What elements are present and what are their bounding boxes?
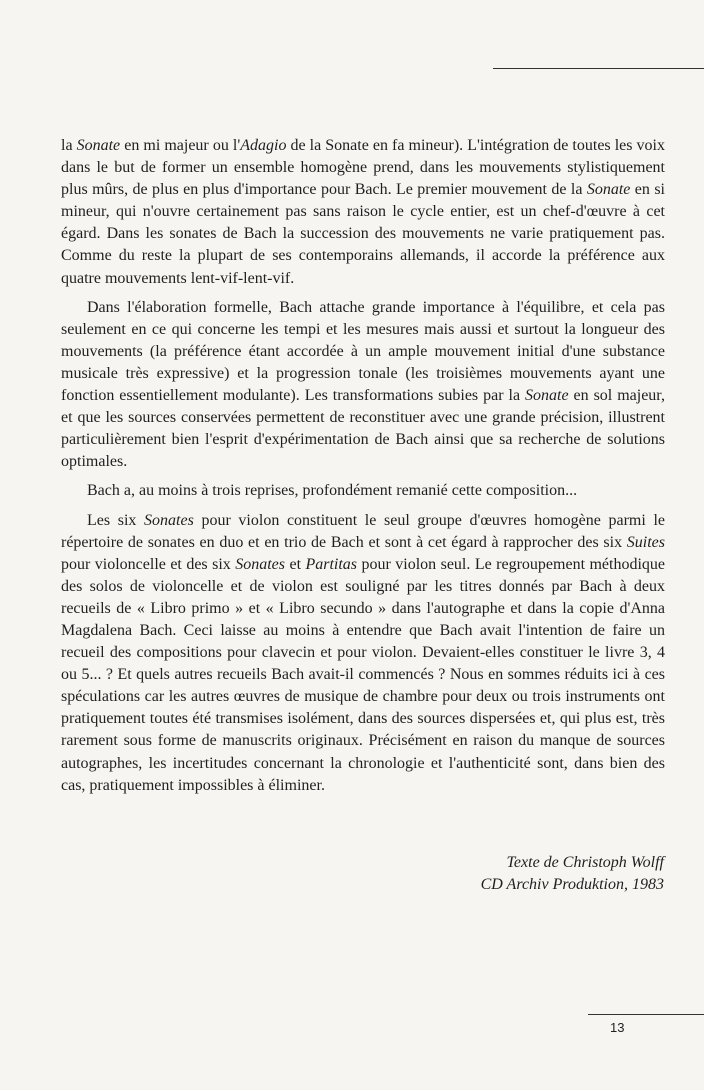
text-run: en mi majeur ou l' (120, 137, 241, 154)
italic-title: Adagio (240, 137, 287, 154)
text-run: la (61, 137, 77, 154)
italic-title: Suites (626, 533, 665, 551)
paragraph-2 (61, 297, 665, 474)
credit-label: CD Archiv Produktion, 1983 (480, 876, 664, 893)
italic-title: Partitas (305, 555, 358, 573)
header-rule (493, 68, 704, 69)
text-run: de la Sonate en fa mineur). L'intégration de toutes les voix dans le but de former un ensemble homogène prend, dans les mouvements stylistiquement plus mûrs, de plus en plus d'importance pour Bach. Le premier mouvement de la (61, 137, 665, 199)
credit-author: Texte de Christoph Wolff (506, 854, 664, 871)
article-body (61, 135, 665, 804)
italic-title: Sonate (525, 387, 569, 405)
italic-title: Sonate (76, 137, 121, 154)
text-run: et (285, 555, 306, 573)
paragraph-3 (61, 480, 665, 502)
text-run: pour violon seul. Le regroupement méthodique des solos de violoncelle et de violon est souligné par les titres donnés par Bach à deux recueils de « Libro primo » et « Libro secundo » dans l'autographe et dans la copie d'Anna Magdalena Bach. Ceci laisse au moins à entendre que Bach avait l'intention de faire un recueil des compositions pour clavecin et pour violon. Devaient-elles constituer le livre 3, 4 ou 5... ? Et quels autres recueils Bach avait-il commencés ? Nous en sommes réduits ici à ces spéculations car les autres œuvres de musique de chambre pour deux ou trois instruments ont pratiquement toutes été transmises isolément, dans des sources dispersées et, qui plus est, très rarement sous forme de manuscrits originaux. Précisément en raison du manque de sources autographes, les incertitudes concernant la chronologie et l'authenticité sont, dans bien des cas, pratiquement impossibles à éliminer. (61, 555, 666, 794)
author-credits (481, 852, 664, 896)
text-run: en sol majeur, et que les sources conservées permettent de reconstituer avec une grande précision, illustrent particulièrement bien l'esprit d'expérimentation de Bach ainsi que sa recherche de solutions optimales. (61, 387, 665, 471)
text-run: Les six (87, 511, 145, 529)
paragraph-4 (61, 510, 665, 797)
italic-title: Sonates (235, 555, 286, 573)
italic-title: Sonate (586, 181, 631, 199)
text-run: Dans l'élaboration formelle, Bach attache grande importance à l'équilibre, et cela pas seulement en ce qui concerne les tempi et les mesures mais aussi et surtout la longueur des mouvements (la préférence étant accordée à un ample mouvement initial d'une substance musicale très expressive) et la progression tonale (les troisièmes mouvements ayant une fonction essentiellement modulante). Les transformations subies par la (61, 298, 665, 405)
page-number: 13 (610, 1020, 625, 1035)
text-run: pour violon constituent le seul groupe d'œuvres homogène parmi le répertoire de sonates en duo et en trio de Bach et sont à cet égard à rapprocher des six (61, 511, 665, 551)
paragraph-1 (61, 135, 665, 290)
text-run: pour violoncelle et des six (61, 555, 236, 573)
footer-rule (588, 1014, 704, 1015)
italic-title: Sonates (144, 511, 194, 529)
text-run: Bach a, au moins à trois reprises, profondément remanié cette composition... (87, 482, 578, 500)
text-run: en si mineur, qui n'ouvre certainement pas sans raison le cycle entier, est un chef-d'œuvre à cet égard. Dans les sonates de Bach la succession des mouvements ne varie pratiquement pas. Comme du reste la plupart de ses contemporains allemands, il accorde la préférence aux quatre mouvements lent-vif-lent-vif. (61, 181, 665, 287)
